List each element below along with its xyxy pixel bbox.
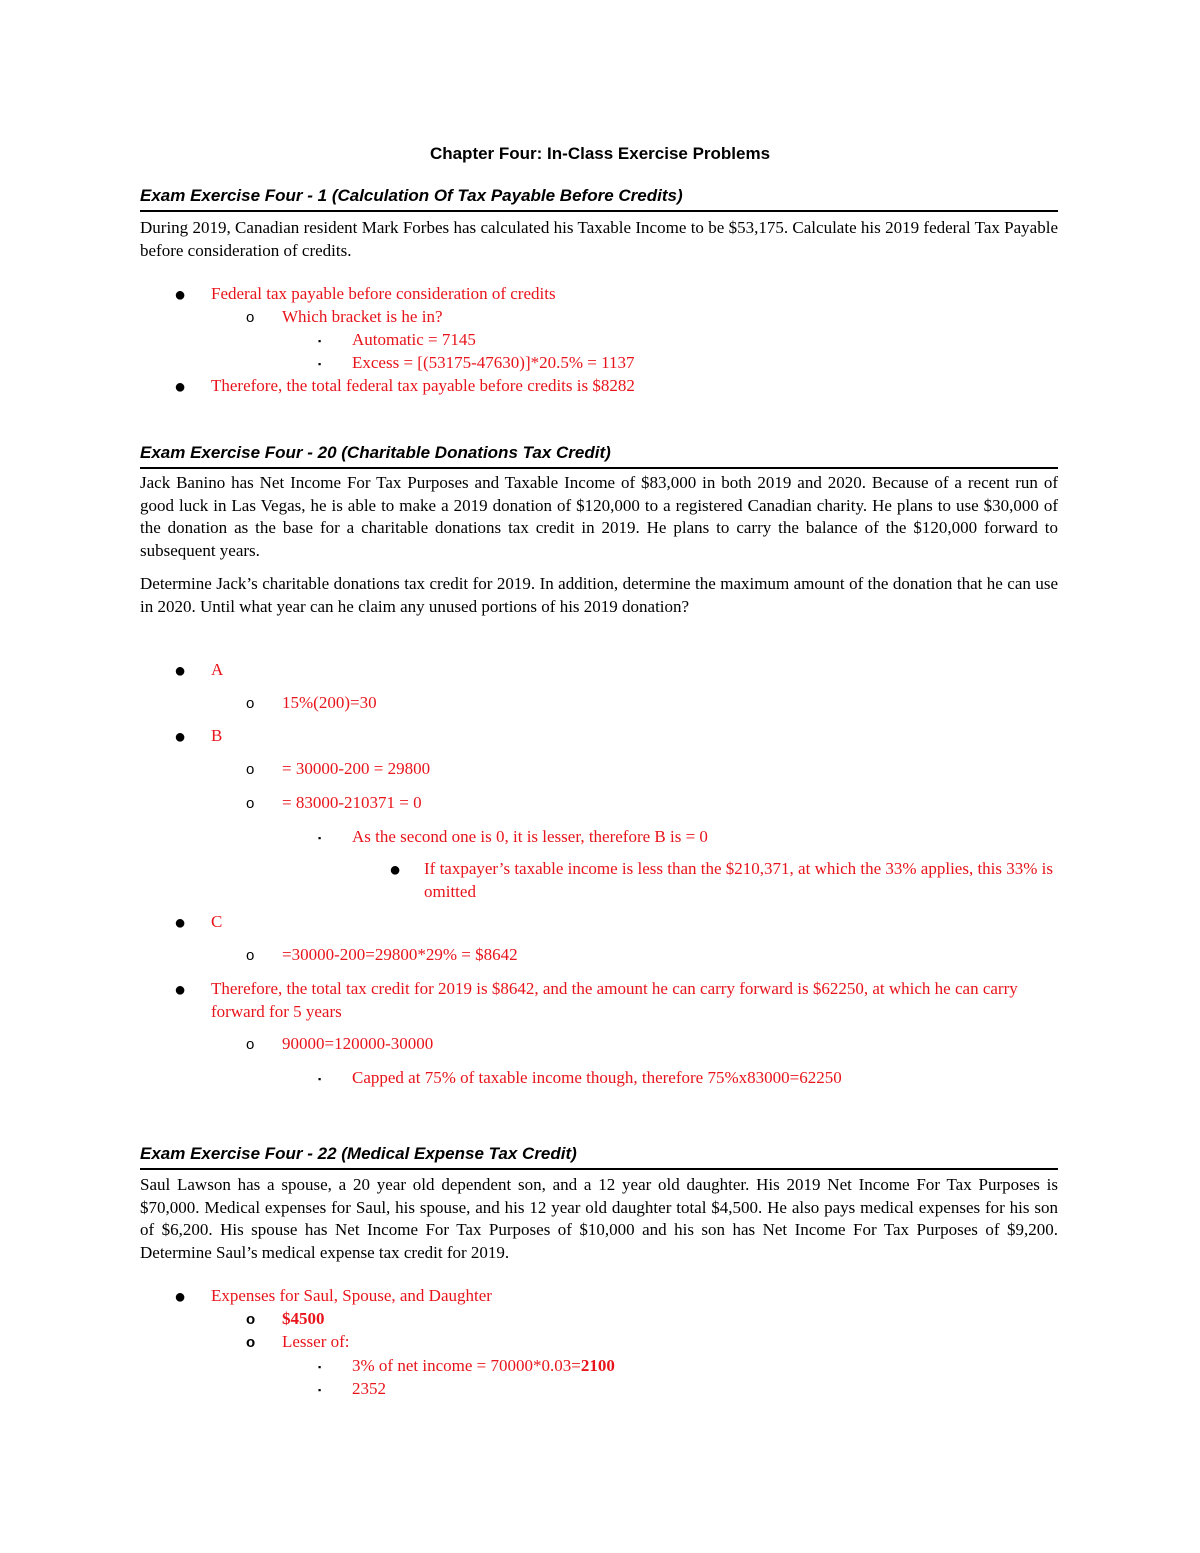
ex20-note: Capped at 75% of taxable income though, therefore 75%x83000=62250	[352, 1068, 842, 1087]
ex20-note: C	[211, 912, 223, 931]
ex22-note: 2352	[352, 1379, 386, 1398]
ex22-note: Lesser of:	[282, 1332, 350, 1351]
circle-bullet-icon: o	[246, 947, 255, 964]
square-bullet-icon: ▪	[318, 1385, 322, 1395]
circle-bullet-icon: o	[246, 1334, 256, 1351]
ex20-note: Therefore, the total tax credit for 2019 is $8642, and the amount he can carry forward is $62250, at which he can carry forward for 5 years	[211, 979, 1018, 1021]
ex22-note-result: 2100	[580, 1356, 615, 1375]
ex1-note: Federal tax payable before consideration of credits	[211, 284, 556, 303]
exercise-20-text-1: Jack Banino has Net Income For Tax Purposes and Taxable Income of $83,000 in both 2019 and 2020. Because of a recent run of good luck in Las Vegas, he is able to make a 2019 donation of $120,000 to a registered Canadian charity. He plans to use $30,000 of the donation as the base for a charitable donations tax credit in 2019. He plans to carry the balance of the $120,000 forward to subsequent years.	[140, 473, 1058, 560]
ex20-note: = 30000-200 = 29800	[282, 759, 431, 778]
bullet-icon: ●	[389, 859, 402, 881]
ex20-note: 15%(200)=30	[282, 693, 377, 712]
ex20-note: If taxpayer’s taxable income is less than the $210,371, at which the 33% applies, this 33% is omitted	[424, 859, 1054, 901]
ex20-note: =30000-200=29800*29% = $8642	[282, 945, 518, 964]
square-bullet-icon: ▪	[318, 833, 322, 843]
bullet-icon: ●	[174, 660, 187, 682]
exercise-22-text: Saul Lawson has a spouse, a 20 year old dependent son, and a 12 year old daughter. His 2019 Net Income For Tax Purposes is $70,000. Medical expenses for Saul, his spouse, and his 12 year old daughter total $4,500. He also pays medical expenses for his son of $6,200. His spouse has Net Income For Tax Purposes of $10,000 and his son has Net Income For Tax Purposes of $9,200. Determine Saul’s medical expense tax credit for 2019.	[140, 1175, 1058, 1262]
square-bullet-icon: ▪	[318, 336, 322, 346]
square-bullet-icon: ▪	[318, 1362, 322, 1372]
bullet-icon: ●	[174, 912, 187, 934]
ex1-note: Automatic = 7145	[352, 330, 476, 349]
circle-bullet-icon: o	[246, 695, 255, 712]
exercise-1-heading: Exam Exercise Four - 1 (Calculation Of Tax Payable Before Credits)	[140, 185, 1058, 212]
ex20-note: B	[211, 726, 223, 745]
ex20-note: As the second one is 0, it is lesser, therefore B is = 0	[352, 827, 708, 846]
ex1-note: Therefore, the total federal tax payable before credits is $8282	[211, 376, 635, 395]
circle-bullet-icon: o	[246, 1036, 255, 1053]
exercise-1-text: During 2019, Canadian resident Mark Forbes has calculated his Taxable Income to be $53,175. Calculate his 2019 federal Tax Payable before consideration of credits.	[140, 218, 1058, 260]
bullet-icon: ●	[174, 979, 187, 1001]
ex22-note: Expenses for Saul, Spouse, and Daughter	[211, 1286, 492, 1305]
ex22-note-text: 3% of net income = 70000*0.03=	[352, 1356, 581, 1375]
bullet-icon: ●	[174, 376, 187, 398]
exercise-20-text-2: Determine Jack’s charitable donations tax credit for 2019. In addition, determine the maximum amount of the donation that he can use in 2020. Until what year can he claim any unused portions of his 2019 donation?	[140, 574, 1058, 616]
square-bullet-icon: ▪	[318, 1074, 322, 1084]
ex22-note	[352, 1355, 615, 1378]
circle-bullet-icon: o	[246, 309, 255, 326]
ex22-note: $4500	[282, 1309, 325, 1328]
ex20-note: 90000=120000-30000	[282, 1034, 434, 1053]
square-bullet-icon: ▪	[318, 359, 322, 369]
ex1-note: Excess = [(53175-47630)]*20.5% = 1137	[352, 353, 635, 372]
circle-bullet-icon: o	[246, 761, 255, 778]
ex1-note: Which bracket is he in?	[282, 307, 443, 326]
circle-bullet-icon: o	[246, 1311, 256, 1328]
bullet-icon: ●	[174, 284, 187, 306]
bullet-icon: ●	[174, 726, 187, 748]
exercise-20-heading: Exam Exercise Four - 20 (Charitable Donations Tax Credit)	[140, 442, 1058, 469]
ex20-note: A	[211, 660, 224, 679]
ex20-note: = 83000-210371 = 0	[282, 793, 422, 812]
exercise-22-heading: Exam Exercise Four - 22 (Medical Expense Tax Credit)	[140, 1143, 1058, 1170]
page-title: Chapter Four: In-Class Exercise Problems	[429, 144, 771, 163]
bullet-icon: ●	[174, 1286, 187, 1308]
circle-bullet-icon: o	[246, 795, 255, 812]
